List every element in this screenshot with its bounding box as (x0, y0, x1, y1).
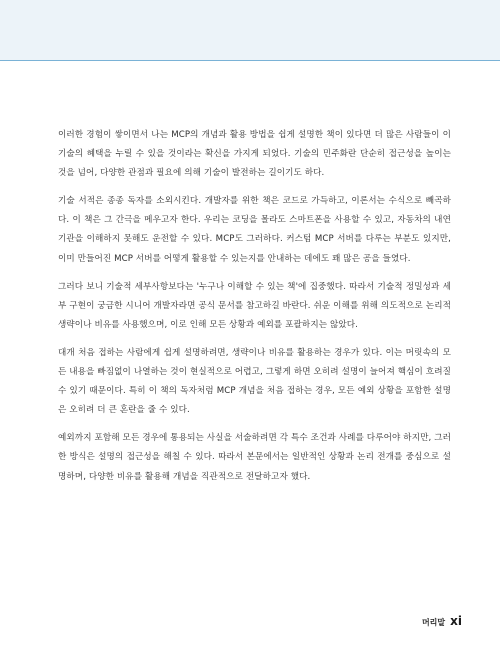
paragraph-4: 대개 처음 접하는 사람에게 쉽게 설명하려면, 생략이나 비유를 활용하는 경우가 있다. 이는 머릿속의 모든 내용을 빠짐없이 나열하는 것이 현실적으로 어렵고, 그렇게 하면 오히려 설명이 늘어져 핵심이 흐려질 수 있기 때문이다. 특히 이 책의 독자처럼 MCP 개념을 처음 접하는 경우, 모든 예외 상황을 포함한 설명은 오히려 더 큰 혼란을 줄 수 있다. (58, 347, 451, 416)
page-number: xi (450, 614, 462, 628)
paragraph-5: 예외까지 포함해 모든 경우에 통용되는 사실을 서술하려면 각 특수 조건과 사례를 다루어야 하지만, 그러한 방식은 설명의 접근성을 해칠 수 있다. 따라서 본문에서는 일반적인 상황과 논리 전개를 중심으로 설명하며, 다양한 비유를 활용해 개념을 직관적으로 전달하고자 했다. (58, 433, 451, 482)
header-rule (0, 60, 500, 61)
header-band (0, 0, 500, 60)
body-text (58, 126, 451, 496)
section-label: 머리말 (421, 618, 446, 627)
paragraph-1: 이러한 경험이 쌓이면서 나는 MCP의 개념과 활용 방법을 쉽게 설명한 책이 있다면 더 많은 사람들이 이 기술의 혜택을 누릴 수 있을 것이라는 확신을 가지게 되었다. 기술의 민주화란 단순히 접근성을 높이는 것을 넘어, 다양한 관점과 필요에 의해 기술이 발전하는 길이기도 하다. (58, 130, 451, 179)
page-footer (422, 614, 462, 628)
paragraph-2: 기술 서적은 종종 독자를 소외시킨다. 개발자를 위한 책은 코드로 가득하고, 이론서는 수식으로 빼곡하다. 이 책은 그 간극을 메우고자 한다. 우리는 코딩을 몰라도 스마트폰을 사용할 수 있고, 자동차의 내연기관을 이해하지 못해도 운전할 수 있다. MCP도 그러하다. 커스텀 MCP 서버를 다루는 부분도 있지만, 이미 만들어진 MCP 서버를 어떻게 활용할 수 있는지를 안내하는 데에도 꽤 많은 공을 들였다. (58, 196, 451, 264)
paragraph-3: 그러다 보니 기술적 세부사항보다는 '누구나 이해할 수 있는 책'에 집중했다. 따라서 기술적 정밀성과 세부 구현이 궁금한 시니어 개발자라면 공식 문서를 참고하길 바란다. 쉬운 이해를 위해 의도적으로 논리적 생략이나 비유를 사용했으며, 이로 인해 모든 상황과 예외를 포괄하지는 않았다. (58, 281, 451, 330)
